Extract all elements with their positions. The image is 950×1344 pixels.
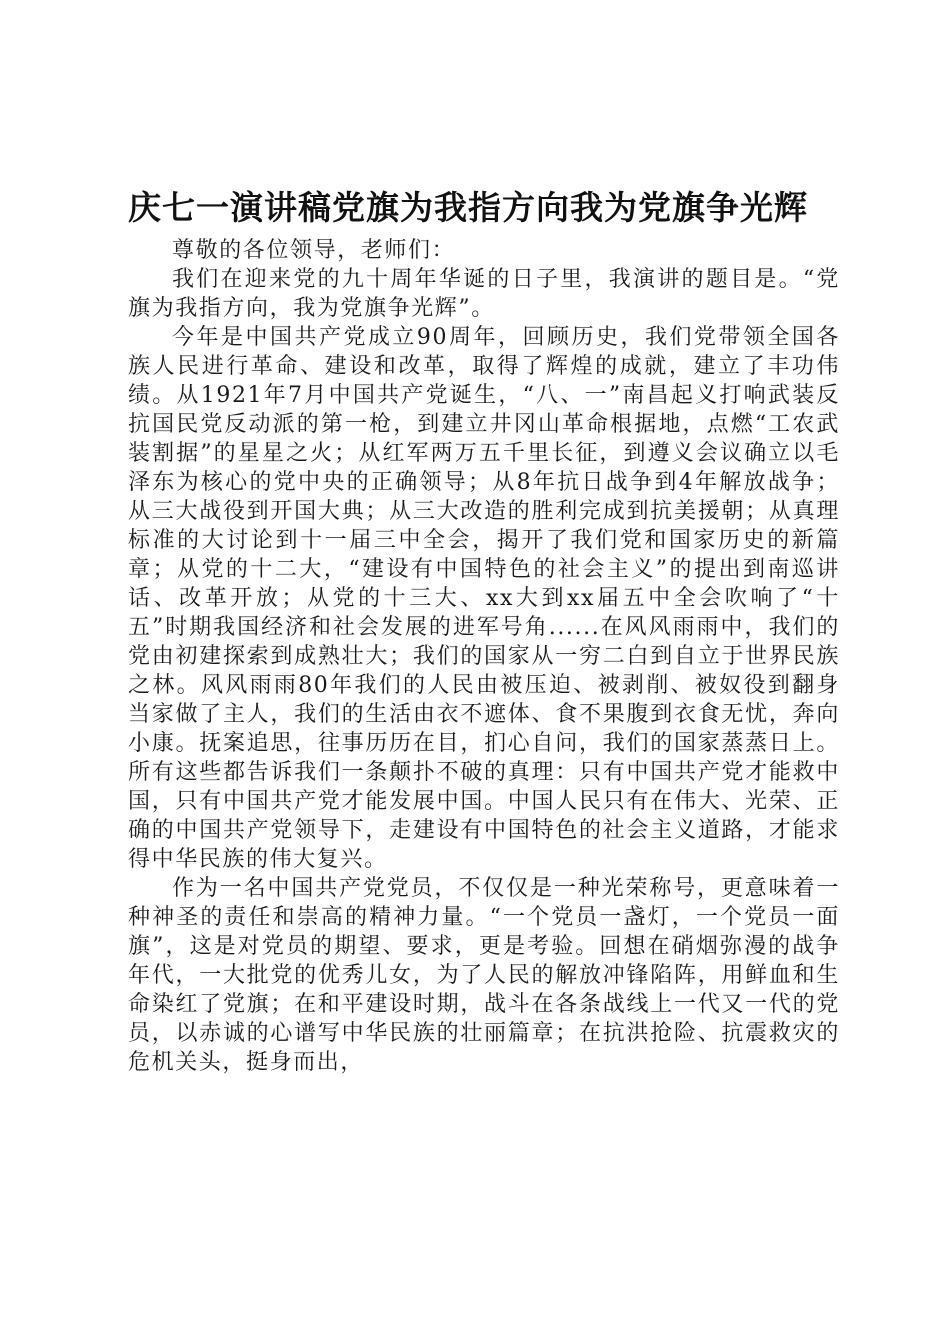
paragraph-party-member: 作为一名中国共产党党员，不仅仅是一种光荣称号，更意味着一种神圣的责任和崇高的精神力量。“一个党员一盏灯，一个党员一面旗”，这是对党员的期望、要求，更是考验。回想在硝烟弥漫的战争年代，一大批党的优秀儿女，为了人民的解放冲锋陷阵，用鲜血和生命染红了党旗；在和平建设时期，战斗在各条战线上一代又一代的党员，以赤诚的心谱写中华民族的壮丽篇章；在抗洪抢险、抗震救灾的危机关头，挺身而出， [128, 876, 840, 1075]
document-body [128, 236, 840, 1077]
salutation: 尊敬的各位领导，老师们： [172, 238, 456, 263]
paragraph-intro: 我们在迎来党的九十周年华诞的日子里，我演讲的题目是。“党旗为我指方向，我为党旗争光辉”。 [128, 267, 840, 321]
document-title: 庆七一演讲稿党旗为我指方向我为党旗争光辉 [128, 188, 808, 227]
paragraph-history: 今年是中国共产党成立90周年，回顾历史，我们党带领全国各族人民进行革命、建设和改革，取得了辉煌的成就，建立了丰功伟绩。从1921年7月中国共产党诞生，“八、一”南昌起义打响武装反抗国民党反动派的第一枪，到建立井冈山革命根据地，点燃“工农武装割据”的星星之火；从红军两万五千里长征，到遵义会议确立以毛泽东为核心的党中央的正确领导；从8年抗日战争到4年解放战争；从三大战役到开国大典；从三大改造的胜利完成到抗美援朝；从真理标准的大讨论到十一届三中全会，揭开了我们党和国家历史的新篇章；从党的十二大，“建设有中国特色的社会主义”的提出到南巡讲话、改革开放；从党的十三大、xx大到xx届五中全会吹响了“十五”时期我国经济和社会发展的进军号角......在风风雨雨中，我们的党由初建探索到成熟壮大；我们的国家从一穷二白到自立于世界民族之林。风风雨雨80年我们的人民由被压迫、被剥削、被奴役到翻身当家做了主人，我们的生活由衣不遮体、食不果腹到衣食无忧，奔向小康。抚案追思，往事历历在目，扪心自问，我们的国家蒸蒸日上。所有这些都告诉我们一条颠扑不破的真理：只有中国共产党才能救中国，只有中国共产党才能发展中国。中国人民只有在伟大、光荣、正确的中国共产党领导下，走建设有中国特色的社会主义道路，才能求得中华民族的伟大复兴。 [128, 325, 840, 872]
